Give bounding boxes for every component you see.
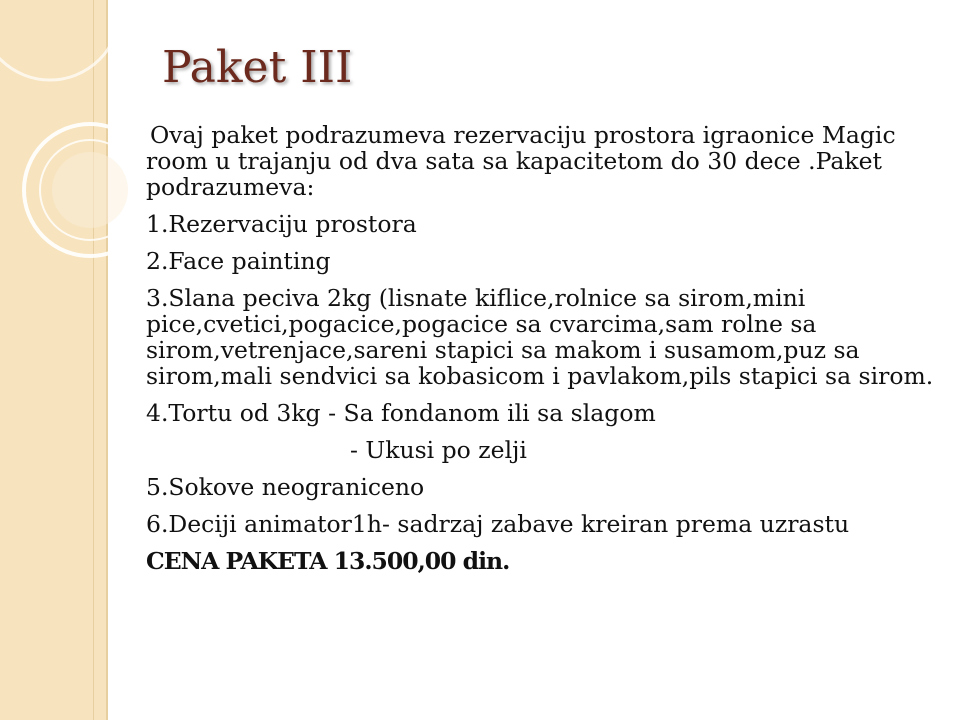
list-item: 2.Face painting [146, 247, 331, 275]
slide-body [146, 122, 936, 585]
list-item: 5.Sokove neograniceno [146, 473, 425, 501]
list-item: - Ukusi po zelji [350, 436, 527, 464]
slide-title: Paket III [162, 42, 353, 93]
intro-paragraph: Ovaj paket podrazumeva rezervaciju prostora igraonice Magic room u trajanju od dva sata sa kapacitetom do 30 dece .Paket podrazumeva: [146, 121, 896, 201]
list-item: 4.Tortu od 3kg - Sa fondanom ili sa slagom [146, 399, 656, 427]
price-line: CENA PAKETA 13.500,00 din. [146, 547, 510, 575]
list-item: 3.Slana peciva 2kg (lisnate kiflice,rolnice sa sirom,mini pice,cvetici,pogacice,pogacice sa cvarcima,sam rolne sa sirom,vetrenjace,sareni stapici sa makom i susamom,puz sa sirom,mali sendvici sa kobasicom i pavlakom,pils stapici sa sirom. [146, 284, 934, 390]
list-item: 6.Deciji animator1h- sadrzaj zabave kreiran prema uzrastu [146, 510, 850, 538]
list-item: 1.Rezervaciju prostora [146, 210, 417, 238]
